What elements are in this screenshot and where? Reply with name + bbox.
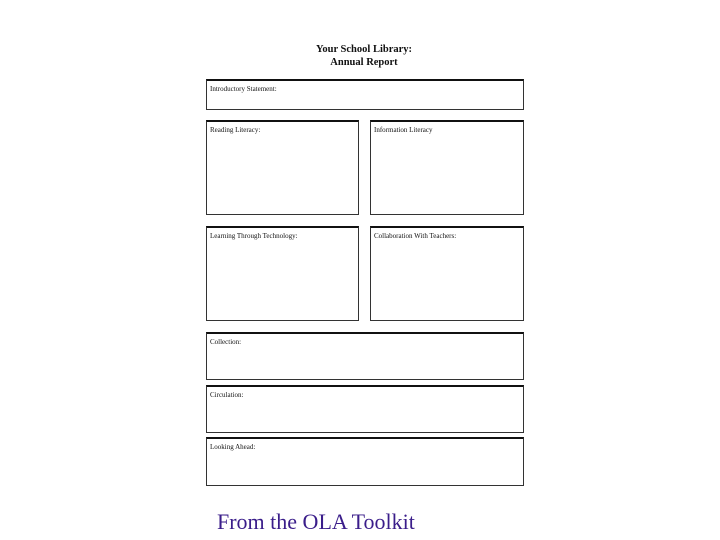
reading-literacy-label: Reading Literacy: — [210, 126, 261, 134]
report-title — [205, 43, 523, 69]
collaboration-with-teachers-box — [370, 226, 524, 321]
report-title-line2: Annual Report — [330, 57, 398, 68]
source-caption: From the OLA Toolkit — [217, 509, 415, 534]
learning-through-technology-label: Learning Through Technology: — [210, 232, 298, 240]
introductory-statement-box — [206, 79, 524, 110]
information-literacy-label: Information Literacy — [374, 126, 433, 134]
information-literacy-box — [370, 120, 524, 215]
collaboration-with-teachers-label: Collaboration With Teachers: — [374, 232, 457, 240]
report-title-line1: Your School Library: — [315, 44, 413, 55]
collection-label: Collection: — [210, 338, 242, 346]
circulation-label: Circulation: — [210, 391, 244, 399]
looking-ahead-label: Looking Ahead: — [210, 443, 256, 451]
circulation-box — [206, 385, 524, 433]
learning-through-technology-box — [206, 226, 359, 321]
collection-box — [206, 332, 524, 380]
looking-ahead-box — [206, 437, 524, 486]
reading-literacy-box — [206, 120, 359, 215]
introductory-statement-label: Introductory Statement: — [210, 85, 277, 93]
